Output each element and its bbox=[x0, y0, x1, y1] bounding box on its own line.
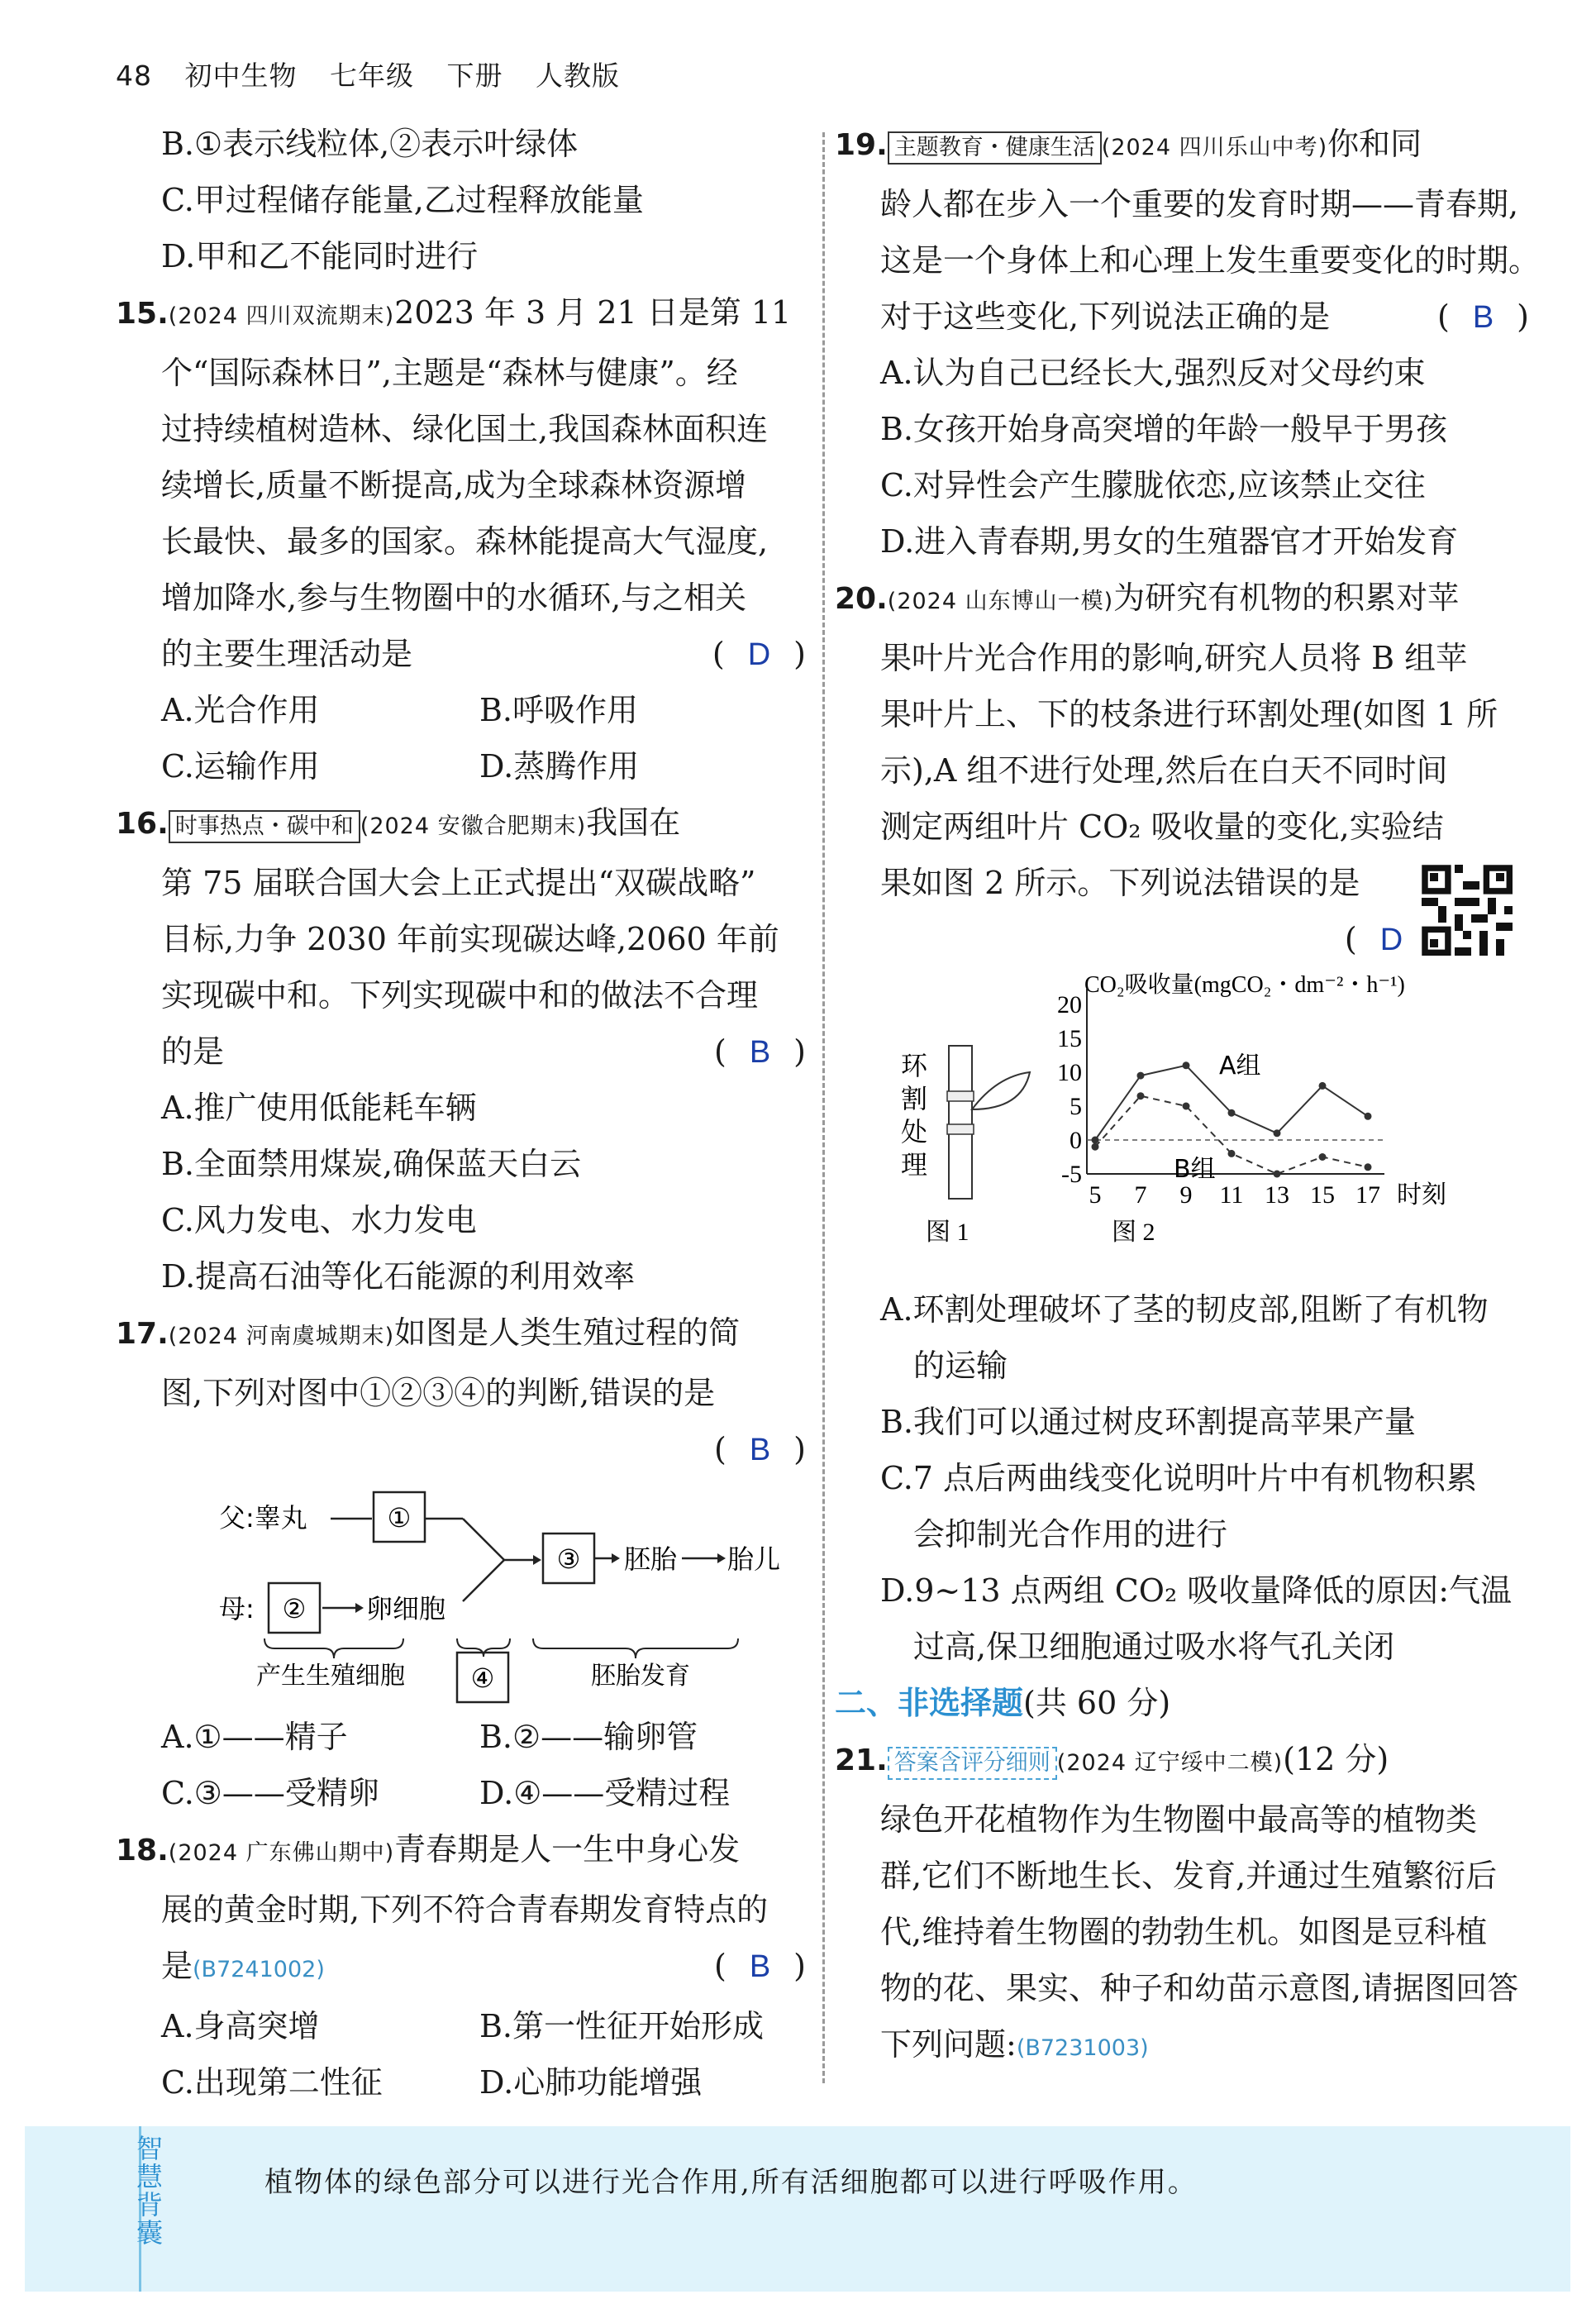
data-point bbox=[1274, 1171, 1281, 1178]
stage2-label: 胚胎发育 bbox=[591, 1662, 690, 1691]
volume: 下册 bbox=[446, 60, 503, 92]
data-point bbox=[1228, 1150, 1236, 1157]
data-point bbox=[1228, 1109, 1236, 1117]
q14-option-b: B.①表示线粒体,②表示叶绿体 bbox=[161, 126, 579, 162]
q17-answer-line bbox=[116, 1421, 806, 1477]
q20-source: (2024 山东博山一模) bbox=[887, 589, 1114, 614]
q15-answer: ( D ) bbox=[712, 636, 806, 672]
q16-option-a: A.推广使用低能耗车辆 bbox=[161, 1090, 477, 1126]
series-label: B组 bbox=[1174, 1155, 1216, 1184]
y-tick-label: 0 bbox=[1070, 1127, 1082, 1154]
q17-first-line bbox=[116, 1305, 806, 1365]
data-point bbox=[1365, 1163, 1372, 1171]
x-tick-label: 13 bbox=[1265, 1181, 1289, 1209]
q18-options-row-2 bbox=[116, 2054, 806, 2111]
egg-label: 卵细胞 bbox=[366, 1593, 446, 1624]
q20-text-3: 示),A 组不进行处理,然后在白天不同时间 bbox=[880, 752, 1448, 789]
label-2: ② bbox=[282, 1593, 307, 1624]
q15-text-0: 2023 年 3 月 21 日是第 11 bbox=[394, 294, 792, 331]
q16-text-3: 实现碳中和。下列实现碳中和的做法不合理 bbox=[161, 977, 759, 1014]
q20-answer-value: D bbox=[1379, 923, 1403, 957]
q16-source: (2024 安徽合肥期末) bbox=[360, 813, 587, 839]
q16-text-4: 的是 bbox=[161, 1033, 225, 1070]
brace-left bbox=[264, 1639, 403, 1658]
q19-text-1: 龄人都在步入一个重要的发育时期——青春期, bbox=[880, 186, 1519, 222]
chart-xlabel: 时刻 bbox=[1397, 1181, 1446, 1209]
brace-right bbox=[533, 1639, 738, 1658]
fig1-char-0: 环 bbox=[901, 1051, 928, 1080]
q18-number: 18. bbox=[116, 1834, 169, 1867]
q17-text-1: 图,下列对图中①②③④的判断,错误的是 bbox=[161, 1375, 716, 1411]
q21-first-line bbox=[835, 1731, 1529, 1791]
q20-option-d: D.9~13 点两组 CO₂ 吸收量降低的原因:气温 bbox=[880, 1572, 1513, 1609]
q15-text-4: 长最快、最多的国家。森林能提高大气湿度, bbox=[161, 523, 769, 560]
q18-code: (B7241002) bbox=[193, 1957, 325, 1982]
q16-option-c: C.风力发电、水力发电 bbox=[161, 1202, 477, 1238]
data-point bbox=[1137, 1092, 1145, 1099]
q18-options-row-1 bbox=[116, 1998, 806, 2054]
q15-option-a: A.光合作用 bbox=[161, 692, 320, 728]
q15-first-line bbox=[116, 284, 806, 345]
data-point bbox=[1092, 1143, 1099, 1151]
y-tick-label: 20 bbox=[1057, 991, 1082, 1018]
chart-plot-area bbox=[1057, 988, 1384, 1209]
q16-answer: ( B ) bbox=[713, 1033, 806, 1070]
q18-stem-last bbox=[116, 1938, 806, 1998]
q17-option-a: A.①——精子 bbox=[161, 1719, 348, 1755]
fetus-label: 胎儿 bbox=[727, 1543, 781, 1575]
q20-text-4: 测定两组叶片 CO₂ 吸收量的变化,实验结 bbox=[880, 809, 1444, 845]
q18-first-line bbox=[116, 1821, 806, 1882]
q19-first-line bbox=[835, 116, 1529, 176]
chart-ylabel: CO₂吸收量(mgCO₂・dm⁻²・h⁻¹) bbox=[1084, 972, 1405, 998]
q19-text-3: 对于这些变化,下列说法正确的是 bbox=[880, 298, 1331, 335]
y-tick-label: -5 bbox=[1061, 1161, 1082, 1188]
q14-option-c: C.甲过程储存能量,乙过程释放能量 bbox=[161, 182, 644, 218]
reproduction-diagram bbox=[116, 1477, 806, 1709]
fig1-char-1: 割 bbox=[901, 1084, 928, 1114]
q19-number: 19. bbox=[835, 128, 888, 162]
q18-text-2: 是 bbox=[161, 1948, 193, 1984]
page-header bbox=[116, 55, 643, 93]
right-column bbox=[835, 116, 1541, 2077]
left-column bbox=[116, 116, 806, 2111]
girdling-figure bbox=[901, 1046, 1030, 1246]
q18-text-1: 展的黄金时期,下列不符合青春期发育特点的 bbox=[161, 1891, 769, 1928]
edition: 人教版 bbox=[536, 60, 620, 92]
x-tick-label: 7 bbox=[1134, 1181, 1147, 1209]
q17-answer-value: B bbox=[749, 1433, 771, 1467]
brace-mid bbox=[457, 1639, 510, 1657]
q20-first-line bbox=[835, 570, 1529, 630]
page-number: 48 bbox=[116, 60, 152, 92]
q15-options-row-1 bbox=[116, 682, 806, 738]
q18-option-a: A.身高突增 bbox=[161, 2008, 320, 2044]
x-tick-label: 15 bbox=[1310, 1181, 1335, 1209]
q19-text-2: 这是一个身体上和心理上发生重要变化的时期。 bbox=[880, 242, 1541, 279]
q19-answer: ( B ) bbox=[1436, 298, 1529, 335]
q20-option-c-cont: 会抑制光合作用的进行 bbox=[913, 1516, 1228, 1553]
column-divider bbox=[822, 132, 825, 2083]
q18-option-d: D.心肺功能增强 bbox=[479, 2064, 703, 2101]
qr-code-icon[interactable] bbox=[1422, 865, 1513, 956]
data-point bbox=[1183, 1061, 1190, 1069]
section-2-heading bbox=[835, 1675, 1529, 1731]
q17-option-d: D.④——受精过程 bbox=[479, 1775, 731, 1811]
q16-text-1: 第 75 届联合国大会上正式提出“双碳战略” bbox=[161, 865, 756, 901]
q19-text-0: 你和同 bbox=[1327, 126, 1422, 162]
q16-first-line bbox=[116, 794, 806, 855]
q21-text-0: 绿色开花植物作为生物圈中最高等的植物类 bbox=[880, 1801, 1478, 1838]
q21-number: 21. bbox=[835, 1743, 888, 1777]
q15-number: 15. bbox=[116, 297, 169, 331]
q21-text-4: 下列问题: bbox=[880, 2026, 1017, 2063]
section-2-title: 二、非选择题 bbox=[835, 1685, 1024, 1721]
q21-tag: 答案含评分细则 bbox=[888, 1747, 1057, 1780]
q17-text-0: 如图是人类生殖过程的简 bbox=[394, 1314, 741, 1351]
q15-options-row-2 bbox=[116, 738, 806, 794]
data-point bbox=[1183, 1103, 1190, 1110]
stage1-label: 产生生殖细胞 bbox=[256, 1662, 405, 1691]
section-2-score: (共 60 分) bbox=[1023, 1685, 1171, 1721]
ring-lower bbox=[947, 1124, 974, 1134]
q15-text-5: 增加降水,参与生物圈中的水循环,与之相关 bbox=[161, 580, 747, 616]
q20-option-c: C.7 点后两曲线变化说明叶片中有机物积累 bbox=[880, 1460, 1478, 1496]
fig1-caption: 图 1 bbox=[926, 1219, 970, 1246]
q18-option-b: B.第一性征开始形成 bbox=[479, 2008, 765, 2044]
q15-option-d: D.蒸腾作用 bbox=[479, 748, 640, 785]
fig1-char-2: 处 bbox=[901, 1117, 928, 1147]
y-tick-label: 5 bbox=[1070, 1093, 1082, 1120]
q20-option-a-cont: 的运输 bbox=[913, 1348, 1008, 1384]
q16-option-b: B.全面禁用煤炭,确保蓝天白云 bbox=[161, 1146, 582, 1182]
q17-source: (2024 河南虞城期末) bbox=[168, 1324, 395, 1349]
branch-stem bbox=[949, 1046, 972, 1199]
q20-text-0: 为研究有机物的积累对苹 bbox=[1113, 580, 1460, 616]
co2-chart bbox=[835, 967, 1529, 1281]
q19-option-d: D.进入青春期,男女的生殖器官才开始发育 bbox=[880, 523, 1459, 560]
q21-stem-last bbox=[835, 2016, 1529, 2077]
data-point bbox=[1137, 1072, 1145, 1080]
q18-text-0: 青春期是人一生中身心发 bbox=[394, 1831, 741, 1867]
q21-text-1: 群,它们不断地生长、发育,并通过生殖繁衍后 bbox=[880, 1858, 1498, 1894]
q19-option-a: A.认为自己已经长大,强烈反对父母约束 bbox=[880, 355, 1426, 391]
q16-tag: 时事热点・碳中和 bbox=[169, 810, 360, 843]
q20-option-a: A.环割处理破坏了茎的韧皮部,阻断了有机物 bbox=[880, 1291, 1489, 1328]
q19-stem-last bbox=[835, 289, 1529, 345]
y-tick-label: 15 bbox=[1057, 1025, 1082, 1052]
data-point bbox=[1274, 1129, 1281, 1137]
q18-answer: ( B ) bbox=[713, 1948, 806, 1984]
footer-side-label: 智慧背囊 bbox=[136, 2133, 163, 2249]
q21-points: (12 分) bbox=[1283, 1741, 1389, 1777]
footer-tip: 植物体的绿色部分可以进行光合作用,所有活细胞都可以进行呼吸作用。 bbox=[264, 2166, 1198, 2199]
reproduction-diagram-svg bbox=[116, 1477, 806, 1709]
leaf-icon bbox=[972, 1072, 1030, 1109]
data-point bbox=[1092, 1137, 1099, 1144]
q17-options-row-1 bbox=[116, 1709, 806, 1765]
y-tick-label: 10 bbox=[1057, 1059, 1082, 1086]
q15-text-2: 过持续植树造林、绿化国土,我国森林面积连 bbox=[161, 411, 769, 447]
q14-option-d: D.甲和乙不能同时进行 bbox=[161, 238, 479, 274]
ring-upper bbox=[947, 1091, 974, 1101]
series-line-b bbox=[1095, 1096, 1368, 1174]
q15-option-c: C.运输作用 bbox=[161, 748, 320, 785]
q16-text-2: 目标,力争 2030 年前实现碳达峰,2060 年前 bbox=[161, 921, 779, 957]
q20-text-2: 果叶片上、下的枝条进行环割处理(如图 1 所 bbox=[880, 696, 1498, 732]
label-1: ① bbox=[387, 1502, 412, 1534]
fig1-char-3: 理 bbox=[901, 1150, 928, 1180]
q16-number: 16. bbox=[116, 807, 169, 841]
q19-source: (2024 四川乐山中考) bbox=[1101, 135, 1328, 160]
q15-stem-last bbox=[116, 626, 806, 682]
x-tick-label: 5 bbox=[1089, 1181, 1102, 1209]
q20-answer: ( D bbox=[1345, 911, 1438, 968]
q21-code: (B7231003) bbox=[1016, 2035, 1149, 2061]
q17-options-row-2 bbox=[116, 1765, 806, 1821]
q15-text-3: 续增长,质量不断提高,成为全球森林资源增 bbox=[161, 467, 747, 503]
mother-label: 母: bbox=[219, 1593, 255, 1624]
father-label: 父:睾丸 bbox=[219, 1502, 307, 1534]
q18-answer-value: B bbox=[749, 1949, 771, 1984]
q15-option-b: B.呼吸作用 bbox=[479, 692, 639, 728]
data-point bbox=[1319, 1153, 1327, 1161]
q20-number: 20. bbox=[835, 582, 888, 616]
q17-number: 17. bbox=[116, 1317, 169, 1351]
q19-option-b: B.女孩开始身高突增的年龄一般早于男孩 bbox=[880, 411, 1448, 447]
q15-answer-value: D bbox=[747, 637, 771, 672]
q15-text-6: 的主要生理活动是 bbox=[161, 636, 413, 672]
label-4: ④ bbox=[470, 1662, 495, 1694]
fig2-caption: 图 2 bbox=[1112, 1219, 1155, 1246]
q19-option-c: C.对异性会产生朦胧依恋,应该禁止交往 bbox=[880, 467, 1426, 503]
q17-answer: ( B ) bbox=[713, 1431, 806, 1467]
x-tick-label: 17 bbox=[1355, 1181, 1380, 1209]
x-tick-label: 11 bbox=[1219, 1181, 1244, 1209]
q15-text-1: 个“国际森林日”,主题是“森林与健康”。经 bbox=[161, 355, 738, 391]
data-point bbox=[1365, 1113, 1372, 1120]
tip-footer bbox=[25, 2126, 1570, 2292]
q15-source: (2024 四川双流期末) bbox=[168, 303, 395, 329]
q16-answer-value: B bbox=[749, 1035, 771, 1070]
grade: 七年级 bbox=[330, 60, 414, 92]
q17-option-c: C.③——受精卵 bbox=[161, 1775, 379, 1811]
subject: 初中生物 bbox=[184, 60, 298, 92]
q18-source: (2024 广东佛山期中) bbox=[168, 1840, 395, 1866]
embryo-label: 胚胎 bbox=[624, 1543, 678, 1575]
q16-text-0: 我国在 bbox=[586, 804, 681, 841]
q21-text-3: 物的花、果实、种子和幼苗示意图,请据图回答 bbox=[880, 1970, 1519, 2006]
q21-text-2: 代,维持着生物圈的勃勃生机。如图是豆科植 bbox=[880, 1914, 1488, 1950]
q16-stem-last bbox=[116, 1023, 806, 1080]
q20-text-5: 果如图 2 所示。下列说法错误的是 bbox=[880, 865, 1360, 901]
q20-option-d-cont: 过高,保卫细胞通过吸水将气孔关闭 bbox=[913, 1629, 1395, 1665]
series-label: A组 bbox=[1219, 1051, 1261, 1080]
q21-source: (2024 辽宁绥中二模) bbox=[1056, 1750, 1284, 1776]
x-tick-label: 9 bbox=[1179, 1181, 1193, 1209]
label-3: ③ bbox=[556, 1543, 581, 1575]
q20-option-b: B.我们可以通过树皮环割提高苹果产量 bbox=[880, 1404, 1417, 1440]
q16-option-d: D.提高石油等化石能源的利用效率 bbox=[161, 1258, 636, 1295]
data-point bbox=[1319, 1082, 1327, 1090]
q20-figures bbox=[835, 967, 1529, 1281]
q20-text-1: 果叶片光合作用的影响,研究人员将 B 组苹 bbox=[880, 640, 1468, 676]
q19-tag: 主题教育・健康生活 bbox=[888, 131, 1102, 165]
q17-option-b: B.②——输卵管 bbox=[479, 1719, 698, 1755]
q19-answer-value: B bbox=[1472, 300, 1494, 335]
q18-option-c: C.出现第二性征 bbox=[161, 2064, 383, 2101]
